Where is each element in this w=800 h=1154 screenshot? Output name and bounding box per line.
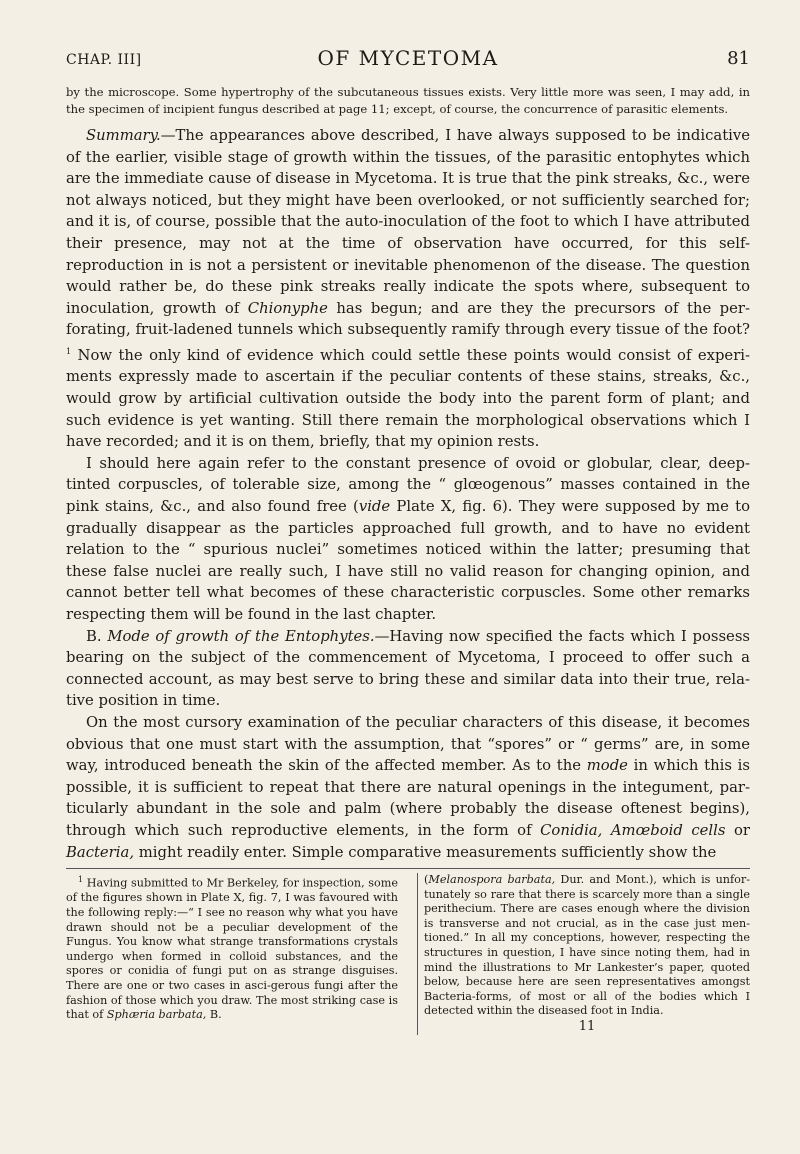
spores-text-a: On the most cursory examination of the peculiar characters of this disease, it becomes obvious that one must start with the assumption, that “spores” or “ germs” are, in some way, introduced beneath the skin of the affected member. As to the bbox=[66, 713, 750, 775]
chionyphe-term: Chionyphe bbox=[247, 299, 328, 317]
footnote-right-open: ( bbox=[424, 873, 429, 887]
spores-text-d: might readily enter. Simple comparative measurements sufficiently show the bbox=[134, 843, 717, 861]
section-b-paragraph bbox=[66, 626, 750, 712]
footnote-left-text-a: Having submitted to Mr Berkeley, for inspection, some of the figures shown in Plate X, fig. 7, I was favoured with the following reply:—“ I see no reason why what you have drawn should not be a peculiar development of the Fungus. You know what strange transformations crystals undergo when formed in colloid substances, and the spores or conidia of fungi put on as strange disguises. There are one or two cases in asci-gerous fungi after the fashion of those which you draw. The most striking case is that of bbox=[66, 876, 398, 1022]
spores-text-c: or bbox=[725, 821, 750, 839]
forms-term: Conidia, Amœboid cells bbox=[540, 821, 726, 839]
summary-text-a: —The appearances above described, I have always supposed to be indicative of the earlier, visible stage of growth within the tissues, of the parasitic entophytes which are the immediate cause of disease in Mycetoma. It is true that the pink streaks, &c., were not always noticed, but they might have been overlooked, or not sufficiently searched for; and it is, of course, possible that the auto-inoculation of the foot to which I have attributed their presence, may not at the time of observation have occurred, for this self-reproduction in is not a persistent or inevitable phenomenon of the disease. The question would rather be, do these pink streaks really indicate the spots where, subsequent to inoculation, growth of bbox=[66, 127, 750, 317]
signature-mark: 11 bbox=[578, 1019, 596, 1035]
footnote-left-column bbox=[66, 873, 398, 1035]
footnote-marker: 1 bbox=[78, 875, 84, 885]
running-header bbox=[66, 42, 750, 76]
corpuscles-paragraph bbox=[66, 453, 750, 626]
chapter-label: CHAP. III] bbox=[66, 52, 142, 68]
footnote-left-text-b: B. bbox=[206, 1008, 222, 1022]
corpuscles-text-a: I should here again refer to the constant presence of ovoid or globular, clear, deep-tinted corpuscles, of tolerable size, among the “ glœogenous” masses contained in the pink stains, &c., and also found free ( bbox=[66, 454, 750, 516]
footnote-reference: 1 bbox=[66, 346, 72, 356]
running-title: OF MYCETOMA bbox=[317, 46, 499, 70]
bacteria-term: Bacteria, bbox=[66, 843, 135, 861]
summary-text-c: Now the only kind of evidence which could settle these points would consist of experi-ments expressly made to ascertain if the peculiar contents of these stains, streaks, &c., would grow by artificial cultivation outside the body into the parent form of plant; and such evidence is yet wanting. Still there remain the morphological observations which I have recorded; and it is on them, briefly, that my opinion rests. bbox=[66, 346, 750, 451]
spores-text-b: in which this is possible, it is sufficient to repeat that there are natural openings in the integument, par-ticularly abundant in the sole and palm (where probably the disease oftenest begins), through which such reproductive elements, in the form of bbox=[66, 757, 751, 839]
vide-term: vide bbox=[358, 498, 391, 516]
section-heading: Mode of growth of the Entophytes. bbox=[107, 627, 375, 645]
footnotes bbox=[66, 873, 750, 1035]
book-page bbox=[66, 42, 750, 1035]
section-b-text: —Having now specified the facts which I possess bearing on the subject of the commencement of Mycetoma, I proceed to offer such a connected account, as may best serve to bring these and similar data into their true, rela-tive position in time. bbox=[66, 627, 751, 710]
footnote-continued bbox=[424, 873, 750, 1019]
sphaeria-term: Sphæria barbata, bbox=[106, 1008, 207, 1022]
corpuscles-text-b: Plate X, fig. 6). They were supposed by me to gradually disappear as the particles approached full growth, and to have no evident relation to the “ spurious nuclei” sometimes noticed within the latter; presuming that these false nuclei are really such, I have still no valid reason for changing opinion, and cannot better tell what becomes of these characteristic corpuscles. Some other remarks respecting them will be found in the last chapter. bbox=[66, 498, 751, 623]
summary-text-b: has begun; and are they the precursors of the per-forating, fruit-ladened tunnels which subsequently ramify through every tissue of the foot? bbox=[66, 299, 750, 339]
section-marker: B. bbox=[86, 627, 102, 645]
footnote-divider bbox=[66, 868, 750, 869]
spores-paragraph bbox=[66, 712, 750, 863]
footnote-right-column bbox=[417, 873, 750, 1035]
intro-paragraph: by the microscope. Some hypertrophy of the subcutaneous tissues exists. Very little more was seen, I may add, in the specimen of incipient fungus described at page 11; except, of course, the concurrence of parasitic elements. bbox=[66, 85, 750, 116]
footnote-right-text: Dur. and Mont.), which is unfor-tunately so rare that there is scarcely more than a single perithecium. There are cases enough where the division is transverse and not crucial, as in the case just men-tioned.” In all my conceptions, however, respecting the structures in question, I have since noting them, had in mind the illustrations to Mr Lankester’s paper, quoted below, because here are seen representatives amongst Bacteria-forms, of most or all of the bodies which I detected within the diseased foot in India. bbox=[424, 873, 751, 1018]
mode-term: mode bbox=[586, 757, 628, 775]
footnote-text bbox=[66, 873, 398, 1023]
main-text bbox=[66, 125, 750, 863]
melanospora-term: Melanospora barbata, bbox=[428, 873, 556, 887]
summary-paragraph bbox=[66, 125, 750, 453]
page-number: 81 bbox=[727, 48, 750, 69]
summary-label: Summary. bbox=[86, 127, 161, 144]
